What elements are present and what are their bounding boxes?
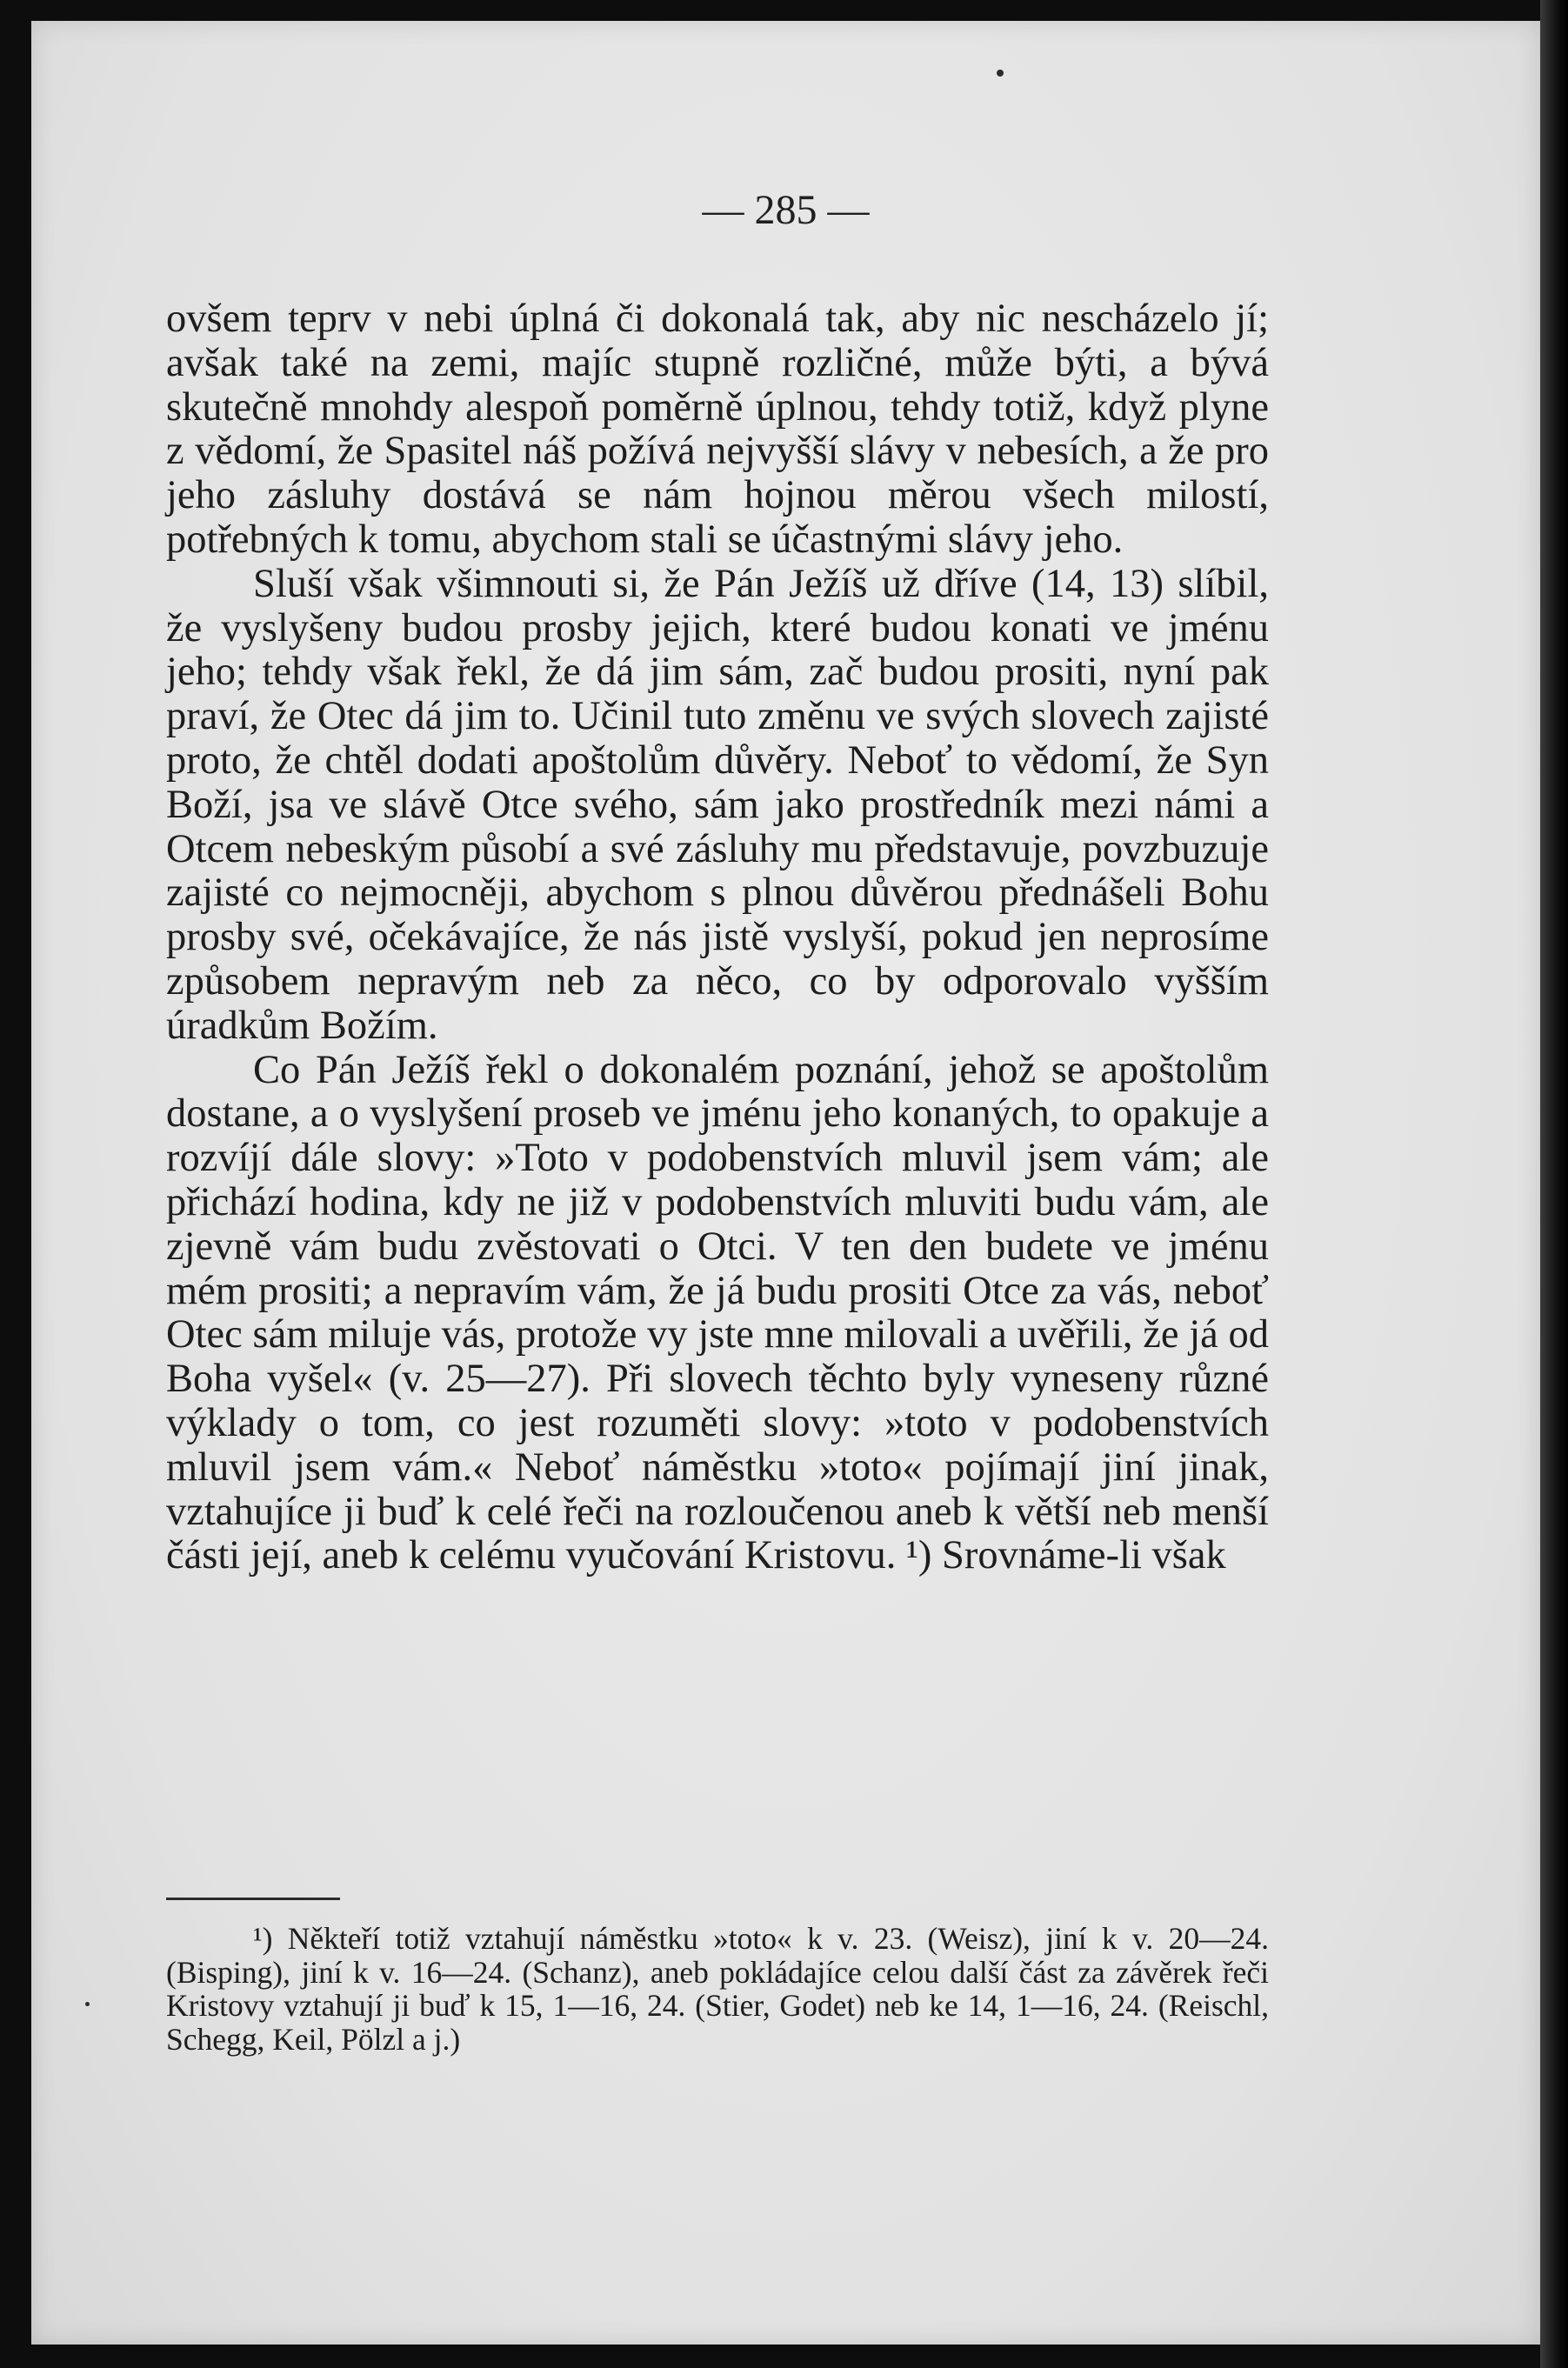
footnote-separator <box>166 1898 340 1900</box>
paragraph-3: Co Pán Ježíš řekl o dokonalém poznání, jehož se apoštolům dostane, a o vyslyšení proseb ve jménu jeho konaných, to opakuje a rozvíjí dále slovy: »Toto v podobenstvích mluvil jsem vám; ale přichází hodina, kdy ne již v podobenstvích mluviti budu vám, ale zjevně vám budu zvěstovati o Otci. V ten den budete ve jménu mém prositi; a nepravím vám, že já budu prositi Otce za vás, neboť Otec sám miluje vás, protože vy jste mne milovali a uvěřili, že já od Boha vyšel« (v. 25—27). Při slovech těchto byly vyneseny různé výklady o tom, co jest rozuměti slovy: »toto v podobenstvích mluvil jsem vám.« Neboť náměstku »toto« pojímají jiní jinak, vztahujíce ji buď k celé řeči na rozloučenou aneb k větší neb menší části její, aneb k celému vyučování Kristovu. ¹) Srovnáme-li však <box>166 1047 1269 1578</box>
footnote: ¹) Někteří totiž vztahují náměstku »toto« k v. 23. (Weisz), jiní k v. 20—24. (Bisping), jiní k v. 16—24. (Schanz), aneb pokládajíce celou další část za závěrek řeči Kristovy vztahují ji buď k 15, 1—16, 24. (Stier, Godet) neb ke 14, 1—16, 24. (Reischl, Schegg, Keil, Pölzl a j.) <box>166 1921 1269 2057</box>
book-page <box>31 21 1540 2345</box>
page-number: — 285 — <box>702 187 870 233</box>
body-text <box>166 297 1269 1578</box>
paragraph-2: Sluší však všimnouti si, že Pán Ježíš už dříve (14, 13) slíbil, že vyslyšeny budou prosby jejich, které budou konati ve jménu jeho; tehdy však řekl, že dá jim sám, zač budou prositi, nyní pak praví, že Otec dá jim to. Učinil tuto změnu ve svých slovech zajisté proto, že chtěl dodati apoštolům důvěry. Neboť to vědomí, že Syn Boží, jsa ve slávě Otce svého, sám jako prostředník mezi námi a Otcem nebeským působí a své zásluhy mu představuje, povzbuzuje zajisté co nejmocněji, abychom s plnou důvěrou přednášeli Bohu prosby své, očekávajíce, že nás jistě vyslyší, pokud jen neprosíme způsobem nepravým neb za něco, co by odporovalo vyšším úradkům Božím. <box>166 561 1269 1048</box>
paper-speck <box>85 2002 90 2006</box>
paper-speck <box>997 70 1004 77</box>
scan-edge <box>1540 0 1568 2368</box>
paragraph-1: ovšem teprv v nebi úplná či dokonalá tak, aby nic nescházelo jí; avšak také na zemi, majíc stupně rozličné, může býti, a bývá skutečně mnohdy alespoň poměrně úplnou, tehdy totiž, když plyne z vědomí, že Spasitel náš požívá nejvyšší slávy v nebesích, a že pro jeho zásluhy dostává se nám hojnou měrou všech milostí, potřebných k tomu, abychom stali se účastnými slávy jeho. <box>166 297 1269 562</box>
